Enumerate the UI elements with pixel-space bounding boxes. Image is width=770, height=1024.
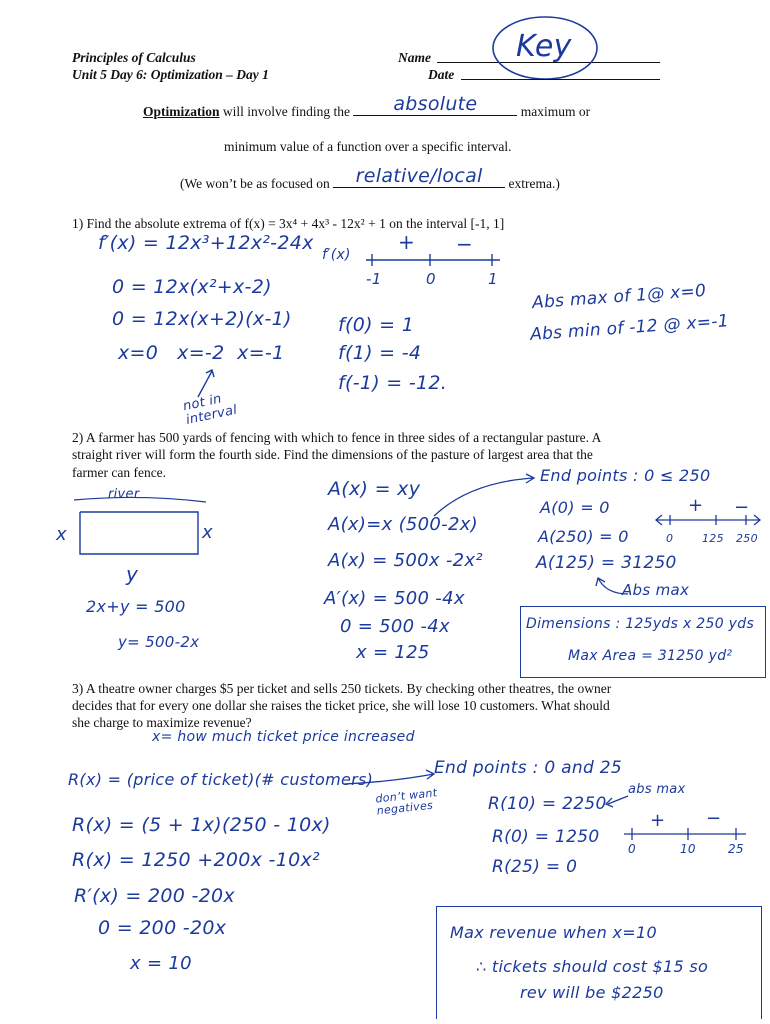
p3-work-4: R′(x) = 200 -20x [74, 885, 235, 907]
p1-work-2: 0 = 12x(x²+x-2) [112, 276, 272, 298]
p3-tick-0: 0 [628, 842, 636, 856]
p3-conclusion-2: ∴ tickets should cost $15 so [476, 957, 709, 976]
p3-tick-10: 10 [680, 842, 696, 856]
p3-abs-max: abs max [628, 782, 686, 797]
p3-sign-minus: − [706, 808, 722, 829]
p2-sign-plus: + [688, 495, 704, 516]
p3-conclusion-1: Max revenue when x=10 [450, 923, 657, 942]
p3-tick-25: 25 [728, 842, 744, 856]
problem-1-prompt: 1) Find the absolute extrema of f(x) = 3x⁴ + 4x³ - 12x² + 1 on the interval [-1, 1] [72, 216, 505, 231]
p2-eval-1: A(0) = 0 [540, 498, 610, 517]
problem-2-prompt-2: straight river will form the fourth side. Find the dimensions of the pasture of largest area that the [72, 447, 593, 462]
p2-work-3: A(x) = 500x -2x² [328, 550, 483, 571]
p1-work-3: 0 = 12x(x+2)(x-1) [112, 308, 292, 330]
p3-conclusion-3: rev will be $2250 [520, 983, 664, 1002]
p2-work-2: A(x)=x (500-2x) [328, 514, 478, 535]
p2-side-bottom: y [126, 562, 139, 586]
p2-side-right: x [202, 522, 213, 543]
p2-side-left: x [56, 524, 67, 545]
p1-tick-neg1: -1 [366, 270, 382, 288]
p2-constraint-1: 2x+y = 500 [86, 597, 186, 616]
p3-sign-chart [622, 824, 752, 844]
p2-tick-0: 0 [666, 532, 674, 545]
p1-answer-max: Abs max of 1@ x=0 [531, 280, 707, 314]
p3-endpoints: End points : 0 and 25 [434, 758, 622, 778]
p3-define: x= how much ticket price increased [152, 729, 415, 745]
p2-work-4: A′(x) = 500 -4x [324, 588, 465, 609]
p3-work-3: R(x) = 1250 +200x -10x² [72, 849, 320, 871]
blank-relative: relative/local [333, 173, 505, 188]
p2-work-1: A(x) = xy [328, 478, 421, 500]
p2-sign-minus: − [734, 497, 750, 518]
intro-line-2: minimum value of a function over a specific interval. [224, 139, 512, 154]
problem-3-prompt-3: she charge to maximize revenue? [72, 715, 252, 730]
p1-tick-1: 1 [488, 270, 498, 288]
p3-work-6: x = 10 [130, 953, 192, 974]
p3-eval-3: R(25) = 0 [492, 857, 578, 877]
problem-2-prompt-1: 2) A farmer has 500 yards of fencing with which to fence in three sides of a rectangular pasture. A [72, 430, 602, 445]
course-title: Principles of Calculus [72, 50, 196, 65]
p2-tick-125: 125 [702, 532, 724, 545]
p1-tick-0: 0 [426, 270, 436, 288]
problem-3-prompt-2: decides that for every one dollar she raises the ticket price, she will lose 10 customers. What should [72, 698, 610, 713]
p2-work-6: x = 125 [356, 642, 430, 663]
date-line [461, 79, 660, 80]
p1-sign-plus: + [398, 230, 416, 254]
p3-note: don’t want negatives [374, 786, 438, 818]
p3-work-5: 0 = 200 -20x [98, 917, 227, 939]
date-label: Date [428, 67, 455, 82]
p1-not-in-interval: not in interval [181, 391, 239, 429]
p3-work-2: R(x) = (5 + 1x)(250 - 10x) [72, 814, 331, 836]
p2-endpoints: End points : 0 ≤ 250 [540, 466, 711, 485]
p2-dimensions: Dimensions : 125yds x 250 yds [526, 616, 755, 632]
p1-eval-2: f(1) = -4 [338, 342, 422, 364]
name-value: Key [516, 29, 572, 64]
blank-absolute: absolute [353, 101, 517, 116]
p2-endpoint-arrow [430, 472, 540, 522]
p2-tick-250: 250 [736, 532, 758, 545]
p1-sign-minus: − [456, 232, 474, 256]
intro-line-1: Optimization will involve finding the absolute maximum or [143, 93, 591, 119]
p3-work-1: R(x) = (price of ticket)(# customers) [68, 770, 374, 789]
problem-3-prompt-1: 3) A theatre owner charges $5 per ticket and sells 250 tickets. By checking other theatres, the owner [72, 681, 612, 696]
p2-max-area: Max Area = 31250 yd² [568, 648, 733, 664]
p2-constraint-2: y= 500-2x [118, 633, 200, 651]
p2-work-5: 0 = 500 -4x [340, 616, 450, 637]
p1-work-1: f′(x) = 12x³+12x²-24x [98, 232, 314, 254]
p2-river-label: river [108, 487, 140, 502]
p2-pasture-diagram [70, 490, 220, 570]
p1-eval-3: f(-1) = -12. [338, 372, 448, 394]
p3-eval-2: R(0) = 1250 [492, 827, 600, 847]
p3-eval-1: R(10) = 2250 [488, 794, 607, 814]
p2-sign-chart [654, 510, 764, 532]
problem-2-prompt-3: farmer can fence. [72, 465, 167, 480]
p2-eval-3: A(125) = 31250 [536, 553, 677, 573]
unit-title: Unit 5 Day 6: Optimization – Day 1 [72, 67, 269, 82]
optimization-term: Optimization [143, 104, 220, 119]
p2-abs-max: Abs max [622, 581, 690, 599]
p1-sign-label: f′(x) [322, 247, 351, 263]
name-circle [490, 12, 600, 82]
name-label: Name [398, 50, 431, 65]
p1-answer-min: Abs min of -12 @ x=-1 [529, 311, 730, 345]
p2-eval-2: A(250) = 0 [538, 527, 629, 546]
p1-sign-chart [366, 246, 506, 276]
p3-sign-plus: + [650, 810, 666, 831]
p1-eval-1: f(0) = 1 [338, 314, 415, 336]
p1-work-4: x=0 x=-2 x=-1 [118, 342, 285, 364]
intro-line-3: (We won’t be as focused on relative/local extrema.) [180, 165, 560, 191]
